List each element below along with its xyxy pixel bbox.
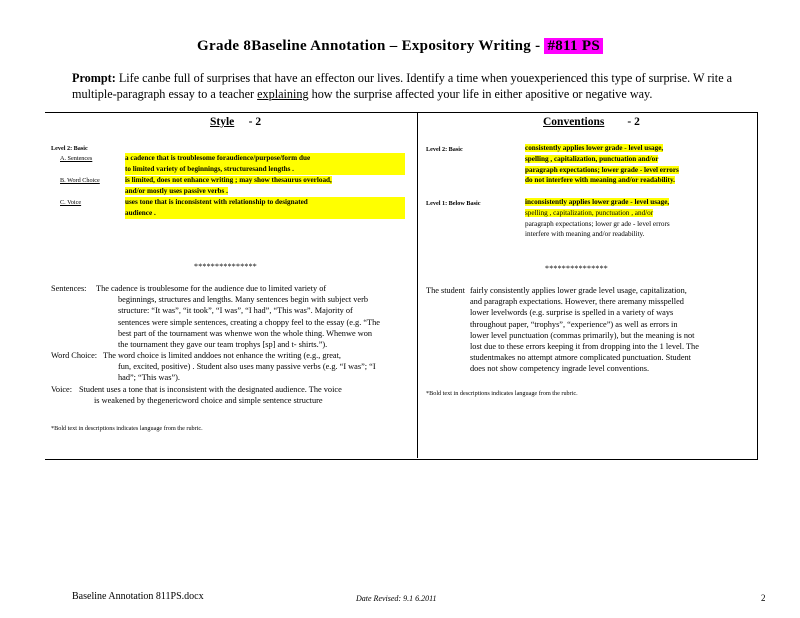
prompt-line-2 [72, 86, 762, 102]
conventions-heading [543, 116, 640, 128]
conventions-level-2: Level 2: Basic [426, 146, 463, 153]
prompt-underlined: explaining [257, 87, 309, 101]
conventions-desc-line: paragraph expectations; lower grade - level errors [525, 165, 679, 174]
conventions-desc-line: inconsistently applies lower grade - level usage, [525, 198, 670, 206]
conventions-heading-text: Conventions [543, 116, 605, 128]
conventions-desc-line: spelling , capitalization, punctuation , and/or [525, 208, 654, 217]
style-desc-line: to limited variety of beginnings, structuresand lengths . [125, 164, 294, 173]
annotation-line: had”; “This was”). [118, 373, 180, 383]
conventions-desc-line: consistently applies lower grade - level usage, [525, 144, 664, 152]
style-row-voice-label: C. Voice [60, 199, 82, 206]
prompt-line-1 [72, 70, 762, 86]
conventions-level-2-desc [525, 143, 740, 186]
style-desc-line: a cadence that is troublesome foraudience/purpose/form due [125, 154, 311, 162]
style-desc-line: and/or mostly uses passive verbs . [125, 186, 228, 195]
style-desc-line: audience . [125, 208, 156, 217]
annotation-voice [51, 384, 411, 410]
title-main: Grade 8Baseline Annotation – Expository Writing - [197, 38, 541, 54]
style-row-sentences [125, 153, 405, 175]
annotation-line: The cadence is troublesome for the audience due to limited variety of [96, 284, 327, 293]
annotation-word-choice [51, 350, 411, 384]
prompt-label: Prompt: [72, 71, 116, 85]
annotation-label: Sentences: [51, 284, 87, 293]
conventions-level-1-desc [525, 197, 740, 240]
style-desc-line: uses tone that is inconsistent with relationship to designated [125, 198, 308, 206]
annotation-line: fairly consistently applies lower grade level usage, capitalization, [470, 286, 687, 295]
annotation-line: fun, excited, positive) . Student also uses many passive verbs (e.g. “I was”; “I [118, 362, 376, 372]
style-annotation [51, 283, 411, 410]
style-score: - 2 [248, 116, 262, 128]
prompt [72, 70, 762, 102]
title-number: #811 PS [544, 38, 603, 54]
conventions-desc-line: paragraph expectations; lower gr ade - level errors [525, 219, 670, 228]
conventions-note: *Bold text in descriptions indicates language from the rubric. [426, 390, 578, 397]
annotation-line: best part of the tournament was whenwe won the whole thing. Whenwe won [118, 328, 372, 338]
style-row-word-choice [125, 175, 405, 197]
style-row-voice [125, 197, 405, 219]
prompt-text-2a: multiple-paragraph essay to a teacher [72, 87, 258, 101]
page-title [0, 38, 800, 55]
style-level: Level 2: Basic [51, 145, 88, 152]
footer-date: Date Revised: 9.1 6.2011 [356, 594, 437, 603]
annotation-label: Word Choice: [51, 351, 98, 360]
conventions-stars: *************** [545, 264, 608, 273]
annotation-line: the tournament they gave our team trophys [sp] and t- shirts.”). [118, 340, 328, 350]
annotation-line: throughout paper, “trophys”, “experience”) as well as errors in [470, 319, 678, 329]
conventions-score: - 2 [627, 116, 640, 128]
annotation-line: does not show competency ingrade level conventions. [470, 364, 650, 374]
footer-filename: Baseline Annotation 811PS.docx [72, 591, 204, 602]
conventions-desc-line: do not interfere with meaning and/or readability. [525, 176, 675, 185]
annotation-line: lower levelwords (e.g. surprise is spelled in a variety of ways [470, 308, 674, 318]
column-divider [417, 112, 418, 458]
style-row-word-choice-label: B. Word Choice [60, 177, 100, 184]
annotation-line: studentmakes no attempt atmore complicated punctuation. Student [470, 353, 691, 363]
style-heading-text: Style [210, 116, 235, 128]
style-desc-line: is limited, does not enhance writing ; may show thesaurus overload, [125, 176, 332, 184]
annotation-line: beginnings, structures and lengths. Many sentences begin with subject verb [118, 295, 369, 305]
footer-page-number: 2 [761, 593, 766, 603]
style-row-sentences-label: A. Sentences [60, 155, 93, 162]
annotation-line: The word choice is limited anddoes not enhance the writing (e.g., great, [103, 351, 341, 360]
annotation-sentences [51, 283, 411, 350]
prompt-text-1: Life canbe full of surprises that have an effecton our lives. Identify a time when youexperienced this type of surprise. W rite a [118, 71, 733, 85]
annotation-line: structure: “It was”, “it took”, “I was”, “I had”, “This was”. Majority of [118, 306, 353, 316]
annotation-line: lost due to these errors keeping it from dropping into the 1 level. The [470, 342, 699, 352]
conventions-desc-line: interfere with meaning and/or readability. [525, 230, 645, 239]
annotation-line: is weakened by thegenericword choice and simple sentence structure [94, 396, 323, 406]
conventions-level-1: Level 1: Below Basic [426, 200, 481, 207]
style-heading [210, 116, 261, 128]
prompt-text-2b: how the surprise affected your life in either apositive or negative way. [308, 87, 653, 101]
style-note: *Bold text in descriptions indicates language from the rubric. [51, 425, 203, 432]
annotation-line: and paragraph expectations. However, there aremany misspelled [470, 297, 684, 307]
annotation-line: sentences were simple sentences, creating a choppy feel to the essay (e.g. “The [118, 317, 380, 327]
annotation-line: Student uses a tone that is inconsistent with the designated audience. The voice [79, 385, 342, 394]
style-stars: *************** [194, 262, 257, 271]
annotation-label: Voice: [51, 385, 73, 394]
annotation-label: The student [426, 286, 465, 295]
annotation-line: lower level punctuation (commas primarily), but the meaning is not [470, 330, 695, 340]
conventions-desc-line: spelling , capitalization, punctuation and/or [525, 154, 659, 163]
